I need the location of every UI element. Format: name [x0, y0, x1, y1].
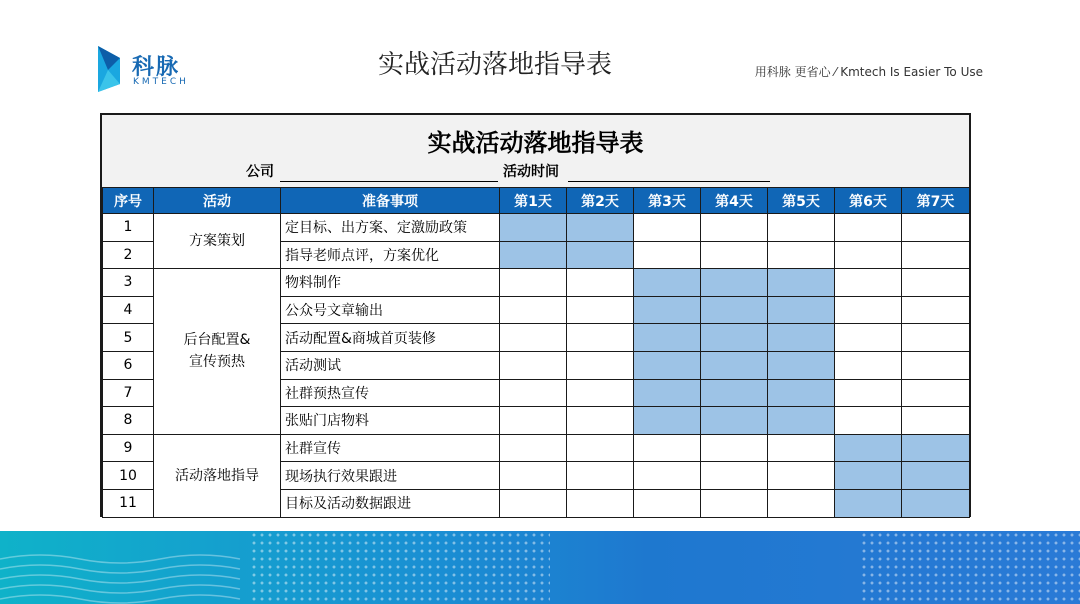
- day-cell: [768, 296, 835, 324]
- day-cell: [902, 434, 970, 462]
- task-cell: 指导老师点评，方案优化: [281, 241, 500, 269]
- company-field-line: [280, 181, 498, 182]
- day-cell: [902, 379, 970, 407]
- day-cell: [567, 269, 634, 297]
- company-label: 公司: [246, 164, 274, 180]
- row-number: 8: [103, 407, 154, 435]
- day-cell: [835, 407, 902, 435]
- day-cell: [701, 214, 768, 242]
- day-cell: [835, 462, 902, 490]
- day-cell: [567, 379, 634, 407]
- row-number: 11: [103, 489, 154, 517]
- day-cell: [768, 379, 835, 407]
- day-cell: [500, 269, 567, 297]
- column-header: 第4天: [701, 188, 768, 214]
- task-cell: 社群预热宣传: [281, 379, 500, 407]
- task-cell: 现场执行效果跟进: [281, 462, 500, 490]
- day-cell: [634, 462, 701, 490]
- day-cell: [634, 241, 701, 269]
- day-cell: [634, 434, 701, 462]
- day-cell: [500, 324, 567, 352]
- day-cell: [500, 434, 567, 462]
- task-cell: 活动测试: [281, 351, 500, 379]
- row-number: 1: [103, 214, 154, 242]
- column-header: 准备事项: [281, 188, 500, 214]
- decorative-bottom-band: [0, 531, 1080, 604]
- day-cell: [835, 434, 902, 462]
- task-cell: 物料制作: [281, 269, 500, 297]
- day-cell: [500, 351, 567, 379]
- column-header: 第7天: [902, 188, 970, 214]
- day-cell: [768, 214, 835, 242]
- day-cell: [835, 489, 902, 517]
- table-row: [103, 434, 970, 462]
- row-number: 3: [103, 269, 154, 297]
- day-cell: [634, 407, 701, 435]
- day-cell: [500, 214, 567, 242]
- day-cell: [500, 241, 567, 269]
- day-cell: [701, 241, 768, 269]
- day-cell: [567, 241, 634, 269]
- day-cell: [835, 296, 902, 324]
- day-cell: [768, 351, 835, 379]
- activity-time-field-line: [568, 181, 770, 182]
- row-number: 2: [103, 241, 154, 269]
- column-header: 第3天: [634, 188, 701, 214]
- day-cell: [500, 407, 567, 435]
- day-cell: [768, 489, 835, 517]
- row-number: 10: [103, 462, 154, 490]
- day-cell: [902, 214, 970, 242]
- day-cell: [835, 214, 902, 242]
- day-cell: [835, 241, 902, 269]
- activity-group: 后台配置& 宣传预热: [154, 269, 281, 435]
- task-cell: 目标及活动数据跟进: [281, 489, 500, 517]
- column-header: 第1天: [500, 188, 567, 214]
- schedule-table: [102, 187, 970, 518]
- column-header: 活动: [154, 188, 281, 214]
- day-cell: [634, 269, 701, 297]
- day-cell: [634, 324, 701, 352]
- day-cell: [768, 434, 835, 462]
- page-title: 实战活动落地指导表: [377, 50, 612, 80]
- day-cell: [768, 269, 835, 297]
- day-cell: [567, 407, 634, 435]
- day-cell: [835, 269, 902, 297]
- activity-time-label: 活动时间: [503, 164, 559, 180]
- day-cell: [701, 489, 768, 517]
- day-cell: [902, 351, 970, 379]
- day-cell: [701, 296, 768, 324]
- day-cell: [500, 489, 567, 517]
- slogan: 用科脉 更省心 ⁄ Kmtech Is Easier To Use: [754, 65, 983, 79]
- day-cell: [634, 351, 701, 379]
- activity-group: 活动落地指导: [154, 434, 281, 517]
- day-cell: [768, 407, 835, 435]
- day-cell: [701, 379, 768, 407]
- task-cell: 定目标、出方案、定激励政策: [281, 214, 500, 242]
- day-cell: [500, 379, 567, 407]
- task-cell: 公众号文章输出: [281, 296, 500, 324]
- column-header: 第5天: [768, 188, 835, 214]
- day-cell: [835, 379, 902, 407]
- task-cell: 活动配置&商城首页装修: [281, 324, 500, 352]
- dot-pattern-right: [860, 531, 1080, 604]
- day-cell: [902, 462, 970, 490]
- day-cell: [701, 407, 768, 435]
- day-cell: [634, 489, 701, 517]
- day-cell: [634, 296, 701, 324]
- day-cell: [567, 324, 634, 352]
- day-cell: [567, 296, 634, 324]
- row-number: 4: [103, 296, 154, 324]
- day-cell: [500, 296, 567, 324]
- day-cell: [500, 462, 567, 490]
- table-row: [103, 269, 970, 297]
- day-cell: [835, 351, 902, 379]
- dot-pattern-left: [250, 531, 550, 604]
- row-number: 7: [103, 379, 154, 407]
- day-cell: [567, 214, 634, 242]
- logo-text-en: KMTECH: [133, 77, 189, 87]
- day-cell: [701, 462, 768, 490]
- day-cell: [634, 379, 701, 407]
- task-cell: 张贴门店物料: [281, 407, 500, 435]
- day-cell: [701, 269, 768, 297]
- table-row: [103, 214, 970, 242]
- column-header: 第2天: [567, 188, 634, 214]
- table-body: [103, 214, 970, 518]
- table-header-row: [103, 188, 970, 214]
- day-cell: [567, 434, 634, 462]
- row-number: 6: [103, 351, 154, 379]
- day-cell: [567, 489, 634, 517]
- day-cell: [768, 462, 835, 490]
- day-cell: [567, 462, 634, 490]
- day-cell: [835, 324, 902, 352]
- row-number: 5: [103, 324, 154, 352]
- activity-group: 方案策划: [154, 214, 281, 269]
- day-cell: [902, 407, 970, 435]
- day-cell: [701, 324, 768, 352]
- sheet-title: 实战活动落地指导表: [427, 129, 644, 157]
- task-cell: 社群宣传: [281, 434, 500, 462]
- day-cell: [768, 241, 835, 269]
- column-header: 序号: [103, 188, 154, 214]
- day-cell: [768, 324, 835, 352]
- day-cell: [902, 489, 970, 517]
- day-cell: [902, 324, 970, 352]
- day-cell: [567, 351, 634, 379]
- day-cell: [902, 241, 970, 269]
- day-cell: [634, 214, 701, 242]
- day-cell: [701, 434, 768, 462]
- guide-sheet: [100, 113, 971, 517]
- day-cell: [902, 296, 970, 324]
- column-header: 第6天: [835, 188, 902, 214]
- row-number: 9: [103, 434, 154, 462]
- day-cell: [902, 269, 970, 297]
- logo-text-cn: 科脉: [132, 55, 181, 80]
- day-cell: [701, 351, 768, 379]
